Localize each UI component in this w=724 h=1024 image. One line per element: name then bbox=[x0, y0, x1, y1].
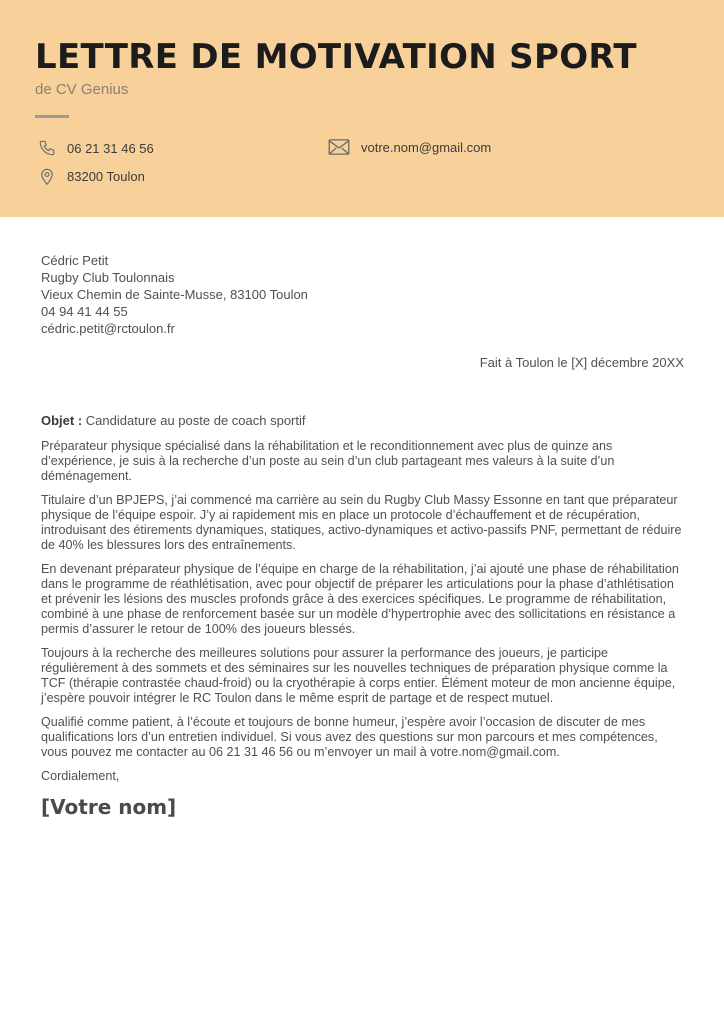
object-label: Objet : bbox=[41, 413, 83, 428]
body-paragraph: Toujours à la recherche des meilleures solutions pour assurer la performance des joueurs, je participe régulièrement à des sommets et des séminaires sur les nouvelles techniques de préparation physique comme la TCF (thérapie contrastée chaud-froid) ou la cryothérapie à corps entier. Élément moteur de mon ancienne équipe, j’espère pouvoir intégrer le RC Toulon dans le même esprit de partage et de respect mutuel. bbox=[41, 646, 676, 705]
letter-date: Fait à Toulon le [X] décembre 20XX bbox=[479, 355, 684, 370]
recipient-block bbox=[41, 252, 684, 337]
header-divider bbox=[35, 115, 69, 118]
object-text: Candidature au poste de coach sportif bbox=[85, 413, 306, 428]
recipient-name: Cédric Petit bbox=[41, 253, 109, 268]
contact-location bbox=[38, 166, 145, 186]
phone-icon bbox=[38, 139, 56, 157]
letter-header bbox=[0, 0, 724, 217]
contact-location-text: 83200 Toulon bbox=[67, 168, 145, 184]
recipient-phone: 04 94 41 44 55 bbox=[41, 304, 128, 319]
body-paragraph: Préparateur physique spécialisé dans la réhabilitation et le reconditionnement avec plus de quinze ans d’expérience, je suis à la recherche d’un poste au sein d’un club partageant mes valeurs à la suite d’un déménagement. bbox=[41, 439, 615, 483]
contact-phone bbox=[38, 139, 154, 157]
body-paragraph: Titulaire d’un BPJEPS, j’ai commencé ma carrière au sein du Rugby Club Massy Essonne en tant que préparateur physique de l’équipe espoir. J’y ai rapidement mis en place un protocole d’échauffement et de récupération, introduisant des étirements dynamiques, statiques, activo-dynamiques et activo-passifs PNF, permettant de réduire de 40% les blessures lors des entraînements. bbox=[41, 493, 682, 552]
contact-email bbox=[328, 139, 491, 155]
body-paragraph: En devenant préparateur physique de l’équipe en charge de la réhabilitation, j’ai ajouté une phase de réhabilitation dans le programme de réathlétisation, avec pour objectif de préparer les articulations pour la phase d’athlétisation et prévenir les lésions des muscles profonds grâce à des exercices spécifiques. Le programme de réhabilitation, combiné à une phase de renforcement basée sur un modèle d’hypertrophie avec des sollicitations en résistance a permis d’assurer le retour de 100% des joueurs blessés. bbox=[41, 562, 679, 636]
closing: Cordialement, bbox=[41, 769, 120, 783]
contact-email-text: votre.nom@gmail.com bbox=[361, 139, 492, 155]
page-title: LETTRE DE MOTIVATION SPORT bbox=[35, 37, 637, 77]
letter-body bbox=[41, 439, 684, 820]
letter-object bbox=[41, 412, 306, 429]
recipient-address: Vieux Chemin de Sainte-Musse, 83100 Toulon bbox=[41, 287, 308, 302]
body-paragraph: Qualifié comme patient, à l’écoute et toujours de bonne humeur, j’espère avoir l’occasion de discuter de mes qualifications lors d’un entretien individuel. Si vous avez des questions sur mon parcours et mes compétences, vous pouvez me contacter au 06 21 31 46 56 ou m’envoyer un mail à votre.nom@gmail.com. bbox=[41, 715, 658, 759]
recipient-email: cédric.petit@rctoulon.fr bbox=[41, 321, 175, 336]
subtitle: de CV Genius bbox=[35, 81, 129, 98]
contact-phone-text: 06 21 31 46 56 bbox=[67, 140, 154, 156]
envelope-icon bbox=[328, 139, 350, 155]
letter-content bbox=[41, 252, 684, 819]
recipient-club: Rugby Club Toulonnais bbox=[41, 270, 175, 285]
location-pin-icon bbox=[38, 166, 56, 186]
signature: [Votre nom] bbox=[41, 795, 177, 819]
